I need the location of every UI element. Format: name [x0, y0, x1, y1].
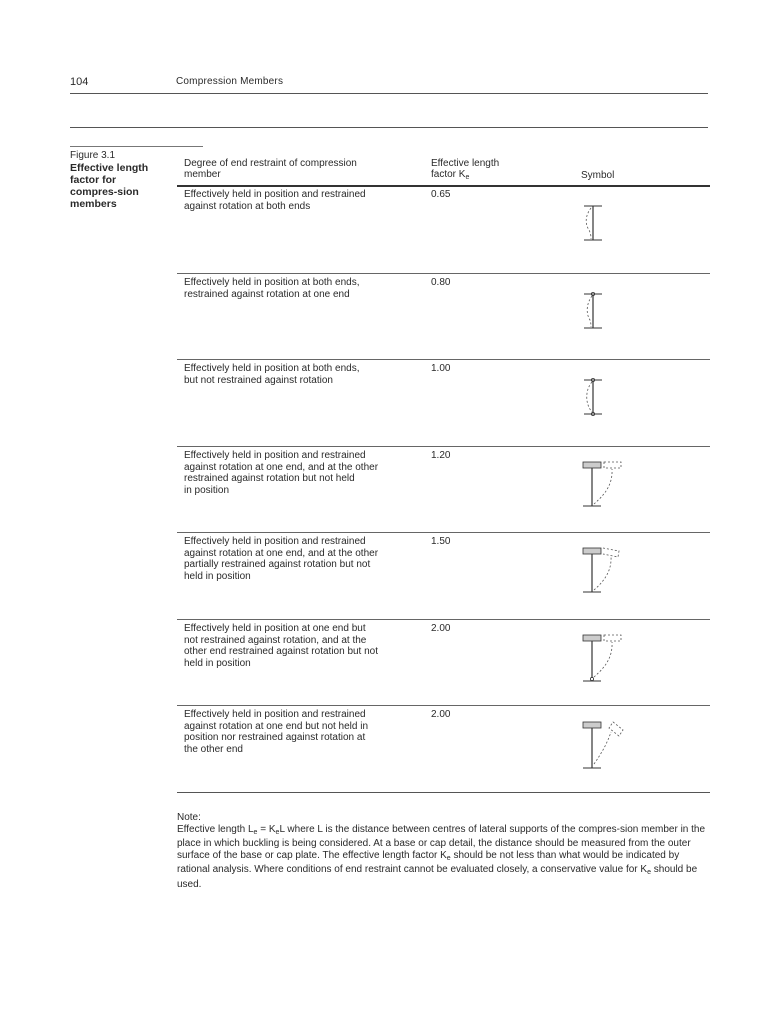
row-restraint-text: Effectively held in position at both ends, but not restrained against rotation — [184, 363, 360, 386]
header-rule — [70, 93, 708, 94]
page-number: 104 — [70, 76, 89, 88]
row-divider — [177, 532, 710, 533]
header-symbol: Symbol — [581, 170, 615, 181]
figure-label: Figure 3.1 — [70, 150, 116, 161]
row-divider — [177, 273, 710, 274]
table-header-rule — [177, 185, 710, 187]
row-restraint-text: Effectively held in position and restrained against rotation at both ends — [184, 189, 366, 212]
row-factor: 2.00 — [431, 709, 451, 720]
note-body: Effective length $L_e = K_eL$ where L is the distance between centres of lateral supports of the compres-sion member in the place in which buckling is being considered. At a base or cap detail, the distance should be measured from the outer surface of the base or cap plate. The effective length factor $K_e$ should be not less than what would be indicated by rational analysis. Where conditions of end restraint cannot be evaluated closely, a conservative value for $K_e$ should be used. — [177, 823, 706, 890]
header-factor-sub: e — [465, 174, 470, 181]
row-divider — [177, 446, 710, 447]
figure-title: Effective length factor for compres-sion members — [70, 162, 149, 210]
row-factor: 1.00 — [431, 363, 451, 374]
header-factor — [431, 158, 499, 183]
running-title: Compression Members — [176, 76, 284, 87]
fixed-fixed-column-icon — [575, 200, 615, 246]
table-note — [177, 812, 712, 891]
row-restraint-text: Effectively held in position at one end but not restrained against rotation, and at the other end restrained against rotation but not held in position — [184, 623, 379, 669]
row-divider — [177, 705, 710, 706]
header-factor-sym: factor K — [431, 169, 466, 180]
fixed-partial-sway-column-icon — [575, 542, 630, 598]
row-restraint-text: Effectively held in position at both ends, restrained against rotation at one end — [184, 277, 360, 300]
row-factor: 0.80 — [431, 277, 451, 288]
note-heading: Note: — [177, 812, 201, 823]
header-factor-line2 — [431, 169, 499, 183]
fixed-sway-column-icon — [575, 456, 630, 512]
pinned-sway-column-icon — [575, 629, 630, 687]
row-divider — [177, 359, 710, 360]
row-divider — [177, 619, 710, 620]
row-factor: 1.20 — [431, 450, 451, 461]
row-factor: 1.50 — [431, 536, 451, 547]
caption-rule — [70, 146, 203, 147]
fixed-pinned-column-icon — [575, 288, 615, 334]
row-restraint-text: Effectively held in position and restrained against rotation at one end but not held in position nor restrained against rotation at the other end — [184, 709, 369, 755]
row-restraint-text: Effectively held in position and restrained against rotation at one end, and at the other restrained against rotation but not held in position — [184, 450, 379, 496]
section-rule — [70, 127, 708, 128]
table-bottom-rule — [177, 792, 710, 793]
pinned-pinned-column-icon — [575, 374, 615, 420]
header-factor-line1: Effective length — [431, 158, 500, 169]
row-restraint-text: Effectively held in position and restrained against rotation at one end, and at the other partially restrained against rotation but not held in position — [184, 536, 379, 582]
row-factor: 2.00 — [431, 623, 451, 634]
cantilever-column-icon — [575, 716, 635, 774]
row-factor: 0.65 — [431, 189, 451, 200]
header-restraint: Degree of end restraint of compression member — [184, 158, 357, 180]
